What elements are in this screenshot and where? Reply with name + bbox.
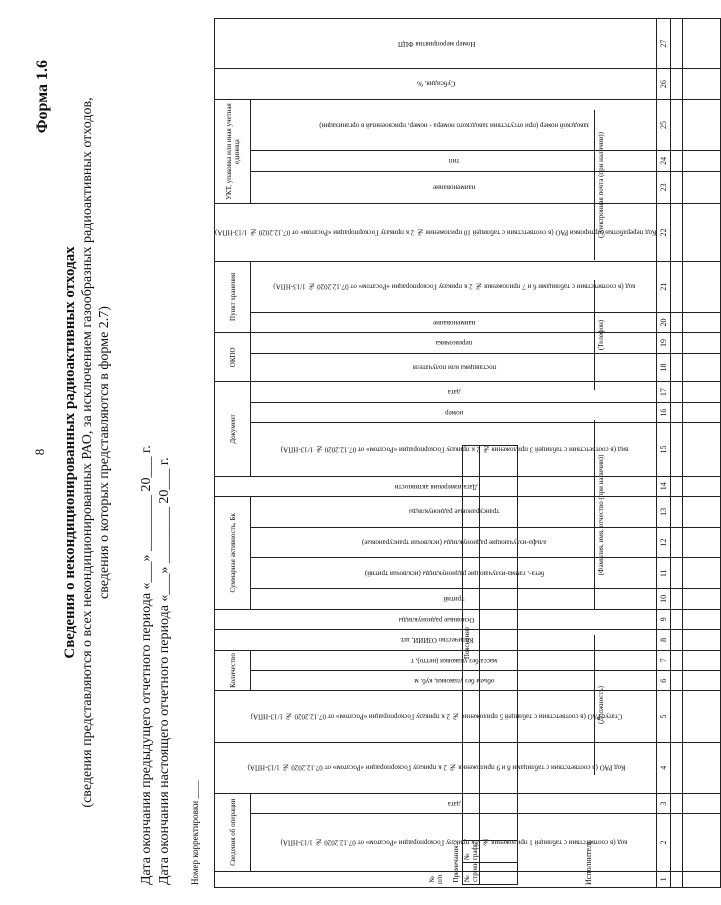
document-subtitle-2: сведения о которых представляются в форме 2.7): [97, 306, 112, 599]
col-num: 10: [657, 589, 671, 609]
header-quantity: Количество: [215, 650, 251, 691]
col-num: 19: [657, 333, 671, 353]
header-rao-status: Статус РАО (в соответствии с таблицей 5 приложения № 2 к приказу Госкорпорации «Росатом» от 07.12.2020 № 1/13-НПА): [215, 691, 657, 742]
header-radionuclides: Основные радионуклиды: [215, 609, 657, 629]
prev-period-date: Дата окончания предыдущего отчетного периода «___» ________ 20___ г.: [139, 445, 154, 885]
table-cell[interactable]: [671, 671, 683, 691]
table-cell[interactable]: [683, 261, 721, 312]
table-cell[interactable]: [671, 476, 683, 496]
col-num: 4: [657, 742, 671, 793]
table-cell[interactable]: [683, 871, 721, 887]
col-num: 25: [657, 99, 671, 150]
col-num: 9: [657, 609, 671, 629]
table-cell[interactable]: [671, 99, 683, 150]
col-num: 12: [657, 527, 671, 558]
header-op-code: код (в соответствии с таблицей 1 приложения № 2 к приказу Госкорпорации «Росатом» от 07.12.2020 № 1/13-НПА): [251, 814, 657, 871]
notes-row-col: № строки: [462, 863, 479, 885]
data-row-empty: [671, 19, 683, 888]
table-cell[interactable]: [671, 609, 683, 629]
table-cell[interactable]: [683, 742, 721, 793]
col-num: 14: [657, 476, 671, 496]
header-storage-name: наименование: [251, 312, 657, 332]
table-cell[interactable]: [671, 871, 683, 887]
executor-position: (Должность): [594, 635, 605, 775]
header-storage-code: код (в соответствии с таблицами 6 и 7 приложения № 2 к приказу Госкорпорации «Росатом» от 07.12.2020 № 1/13-НПА): [251, 261, 657, 312]
col-num: 16: [657, 402, 671, 422]
table-cell[interactable]: [479, 841, 517, 863]
header-mass: масса без упаковки (нетто), т: [251, 650, 657, 670]
col-num: 27: [657, 19, 671, 69]
header-doc-type: вид (в соответствии с таблицей 3 приложения № 2 к приказу Госкорпорации «Росатом» от 07.12.2020 № 1/13-НПА): [251, 423, 657, 476]
table-cell[interactable]: [683, 171, 721, 204]
table-cell[interactable]: [671, 382, 683, 403]
table-cell[interactable]: [683, 19, 721, 69]
table-cell[interactable]: [671, 19, 683, 69]
header-storage: Пункт хранения: [215, 261, 251, 333]
table-cell[interactable]: [671, 527, 683, 558]
header-activity: Суммарная активность, Бк: [215, 497, 251, 610]
executor-phone: (Телефон): [594, 280, 605, 390]
table-cell[interactable]: [671, 650, 683, 670]
period-block: [138, 445, 174, 885]
table-cell[interactable]: [479, 446, 517, 841]
col-num: 8: [657, 630, 671, 650]
col-num: 26: [657, 69, 671, 100]
data-row-empty: [683, 19, 721, 888]
table-cell[interactable]: [671, 402, 683, 422]
header-doc-number: номер: [251, 402, 657, 422]
col-num: 2: [657, 814, 671, 871]
col-num: 23: [657, 171, 671, 204]
notes-data-row: [479, 446, 517, 885]
document-title: Сведения о некондиционированных радиоактивных отходах: [62, 246, 78, 659]
notes-explanation-col: Пояснение: [462, 446, 479, 841]
table-cell[interactable]: [671, 151, 683, 171]
notes-header-row: [462, 446, 479, 885]
col-num: 1: [657, 871, 671, 887]
table-cell[interactable]: [683, 402, 721, 422]
header-volume: объем без упаковки, куб. м: [251, 671, 657, 691]
col-num: 3: [657, 793, 671, 813]
table-cell[interactable]: [683, 691, 721, 742]
col-num: 13: [657, 497, 671, 528]
table-cell[interactable]: [683, 204, 721, 261]
table-cell[interactable]: [671, 814, 683, 871]
table-cell[interactable]: [671, 742, 683, 793]
title-block: [62, 70, 113, 835]
table-cell[interactable]: [683, 99, 721, 150]
header-transuranic: трансурановые радионуклиды: [251, 497, 657, 528]
executor-label: Исполнитель: [584, 840, 593, 885]
table-cell[interactable]: [683, 312, 721, 332]
header-tritium: тритий: [251, 589, 657, 609]
header-okpo: ОКПО: [215, 333, 251, 382]
header-alpha: альфа-излучающие радионуклиды (исключая трансурановые): [251, 527, 657, 558]
header-ukt-type: тип: [251, 151, 657, 171]
column-number-row: [657, 19, 671, 888]
table-cell[interactable]: [671, 353, 683, 382]
form-label: Форма 1.6: [34, 60, 51, 134]
notes-label: Примечания:: [452, 843, 460, 883]
col-num: 7: [657, 650, 671, 670]
table-cell[interactable]: [683, 423, 721, 476]
table-cell[interactable]: [683, 382, 721, 403]
header-rao-code: Код РАО (в соответствии с таблицами 8 и 9 приложения № 2 к приказу Госкорпорации «Росатом» от 07.12.2020 № 1/13-НПА): [215, 742, 657, 793]
table-cell[interactable]: [671, 497, 683, 528]
col-num: 17: [657, 382, 671, 403]
col-num: 11: [657, 558, 671, 589]
col-num: 21: [657, 261, 671, 312]
table-cell[interactable]: [683, 793, 721, 813]
header-ukt-number: заводской номер (при отсутствии заводского номера - номер, присвоенный в организации): [251, 99, 657, 150]
table-cell[interactable]: [671, 69, 683, 100]
table-cell[interactable]: [671, 171, 683, 204]
table-cell[interactable]: [671, 333, 683, 353]
header-beta-gamma: бета-, гамма-излучающие радионуклиды (исключая тритий): [251, 558, 657, 589]
table-cell[interactable]: [671, 204, 683, 261]
executor-email: (Электронная почта (при наличии)): [594, 110, 605, 260]
executor-name: (Фамилия, имя, отчество (при наличии)): [594, 420, 605, 610]
table-cell[interactable]: [683, 671, 721, 691]
col-num: 18: [657, 353, 671, 382]
table-cell[interactable]: [683, 650, 721, 670]
table-cell[interactable]: [683, 609, 721, 629]
header-subsidy: Субсидия, %: [215, 69, 657, 100]
table-cell[interactable]: [683, 497, 721, 528]
table-cell[interactable]: [479, 863, 517, 885]
table-cell[interactable]: [671, 558, 683, 589]
header-processing: Код переработки/сортировки РАО (в соответствии с таблицей 10 приложения № 2 к приказу Госкорпорации «Росатом» от 07.12.2020 № 1/13-НПА): [215, 204, 657, 261]
table-cell[interactable]: [671, 261, 683, 312]
header-operation: Сведения об операции: [215, 793, 251, 871]
correction-number: Номер корректировки ____: [190, 780, 200, 885]
table-cell[interactable]: [683, 589, 721, 609]
notes-label-row: [452, 446, 462, 885]
header-fcp: Номер мероприятия ФЦП: [215, 19, 657, 69]
col-num: 15: [657, 423, 671, 476]
notes-table: [452, 445, 518, 885]
header-ukt-name: наименование: [251, 171, 657, 204]
table-cell[interactable]: [683, 527, 721, 558]
table-cell[interactable]: [683, 353, 721, 382]
table-cell[interactable]: [683, 151, 721, 171]
header-measure-date: Дата измерения активности: [215, 476, 657, 496]
table-cell[interactable]: [671, 589, 683, 609]
header-document: Документ: [215, 382, 251, 476]
notes-graph-col: № графы: [462, 841, 479, 863]
document-subtitle: (сведения представляются о всех некондиционированных РАО, за исключением газообразных радиоактивных отходов,: [80, 97, 95, 808]
header-okpo-supplier: поставщика или получателя: [251, 353, 657, 382]
header-row-1: [215, 19, 251, 888]
table-cell[interactable]: [683, 69, 721, 100]
header-ukt: УКТ, упаковка или иная учетная единица: [215, 99, 251, 203]
table-cell[interactable]: [671, 691, 683, 742]
table-cell[interactable]: [671, 423, 683, 476]
col-num: 24: [657, 151, 671, 171]
table-cell[interactable]: [683, 558, 721, 589]
col-num: 20: [657, 312, 671, 332]
table-cell[interactable]: [671, 312, 683, 332]
header-n: № п/п: [215, 871, 657, 887]
col-num: 5: [657, 691, 671, 742]
header-doc-date: дата: [251, 382, 657, 403]
table-cell[interactable]: [683, 814, 721, 871]
table-cell[interactable]: [671, 793, 683, 813]
table-cell[interactable]: [671, 630, 683, 650]
header-okpo-carrier: перевозчика: [251, 333, 657, 353]
header-op-date: дата: [251, 793, 657, 813]
col-num: 6: [657, 671, 671, 691]
table-cell[interactable]: [683, 630, 721, 650]
col-num: 22: [657, 204, 671, 261]
curr-period-date: Дата окончания настоящего отчетного периода «___» ________ 20___ г.: [157, 457, 172, 885]
page-number: 8: [32, 448, 47, 456]
table-cell[interactable]: [683, 476, 721, 496]
table-cell[interactable]: [683, 333, 721, 353]
header-osiin: Количество ОЗИИИ, шт.: [215, 630, 657, 650]
